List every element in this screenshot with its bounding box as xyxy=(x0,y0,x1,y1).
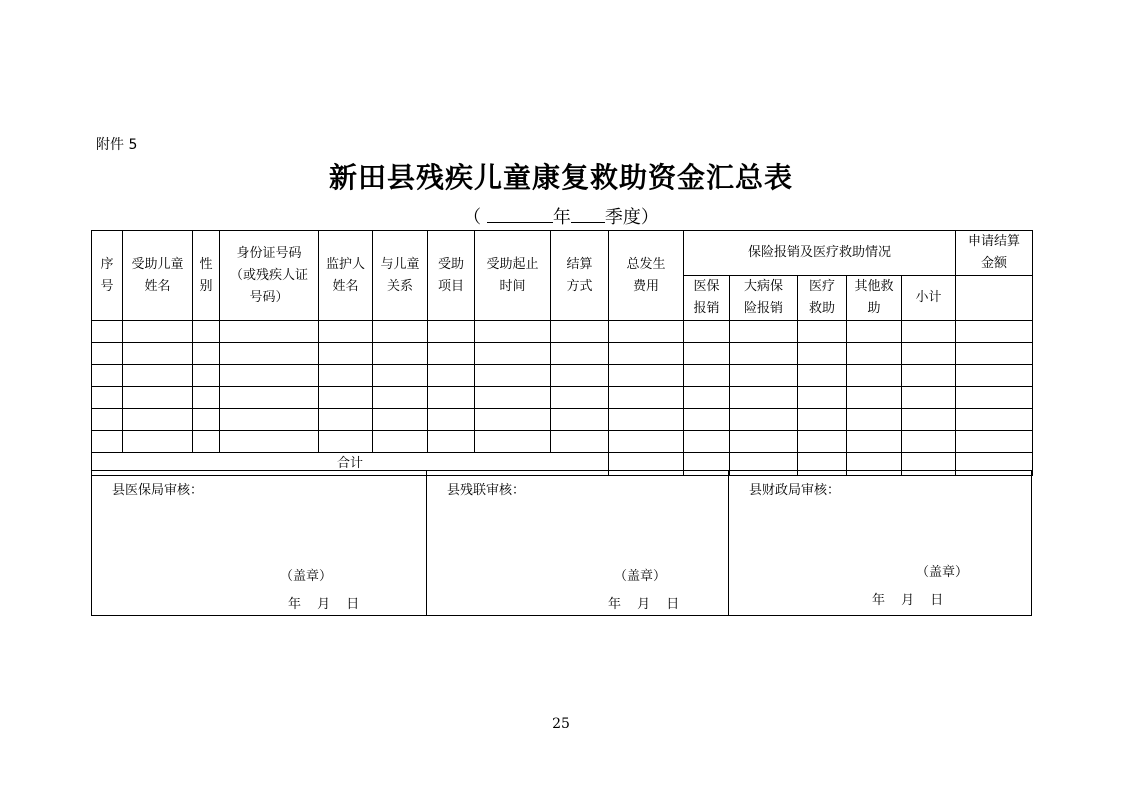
table-row xyxy=(92,387,1033,409)
seal-label: （盖章） xyxy=(280,569,333,584)
col-guardian: 监护人姓名 xyxy=(319,231,373,321)
seal-label: （盖章） xyxy=(916,565,969,580)
col-child-name: 受助儿童姓名 xyxy=(123,231,193,321)
date-label: 年 月 日 xyxy=(872,593,944,608)
finance-bureau-review-box xyxy=(728,470,1032,616)
finance-bureau-review-label: 县财政局审核： xyxy=(749,483,841,498)
col-other-aid: 其他救助 xyxy=(847,276,902,321)
year-label: 年 xyxy=(552,207,571,228)
col-id-number: 身份证号码（或残疾人证号码） xyxy=(220,231,319,321)
seal-label: （盖章） xyxy=(614,569,667,584)
table-row xyxy=(92,343,1033,365)
col-relation: 与儿童关系 xyxy=(373,231,428,321)
table-row xyxy=(92,409,1033,431)
summary-table xyxy=(91,230,1033,476)
table-row xyxy=(92,431,1033,453)
table-row xyxy=(92,365,1033,387)
col-settlement: 结算方式 xyxy=(551,231,609,321)
date-label: 年 月 日 xyxy=(608,597,680,612)
col-gender: 性别 xyxy=(193,231,220,321)
col-medical-aid: 医疗救助 xyxy=(798,276,847,321)
medical-insurance-review-box xyxy=(91,470,427,616)
total-label: 合计 xyxy=(92,453,609,476)
col-period: 受助起止时间 xyxy=(475,231,551,321)
col-insurance-group: 保险报销及医疗救助情况 xyxy=(684,231,956,276)
col-project: 受助项目 xyxy=(428,231,475,321)
col-apply-amount-blank xyxy=(956,276,1033,321)
period-subtitle xyxy=(0,203,1122,229)
col-apply-amount: 申请结算金额 xyxy=(956,231,1033,276)
col-subtotal: 小计 xyxy=(902,276,956,321)
disabled-federation-review-box xyxy=(426,470,729,616)
table-row xyxy=(92,321,1033,343)
disabled-federation-review-label: 县残联审核： xyxy=(447,483,526,498)
quarter-blank xyxy=(571,207,605,223)
medical-insurance-review-label: 县医保局审核： xyxy=(112,483,204,498)
attachment-label: 附件 5 xyxy=(96,137,138,153)
col-medical-insurance: 医保报销 xyxy=(684,276,730,321)
year-blank xyxy=(487,207,553,223)
quarter-label: 季度） xyxy=(604,207,659,228)
subtitle-open: （ xyxy=(463,207,487,228)
date-label: 年 月 日 xyxy=(288,597,360,612)
col-seq: 序号 xyxy=(92,231,123,321)
header-row-top xyxy=(92,231,1033,276)
page-number: 25 xyxy=(552,716,570,732)
page-title: 新田县残疾儿童康复救助资金汇总表 xyxy=(328,161,793,194)
col-critical-illness: 大病保险报销 xyxy=(730,276,798,321)
col-total-cost: 总发生费用 xyxy=(609,231,684,321)
